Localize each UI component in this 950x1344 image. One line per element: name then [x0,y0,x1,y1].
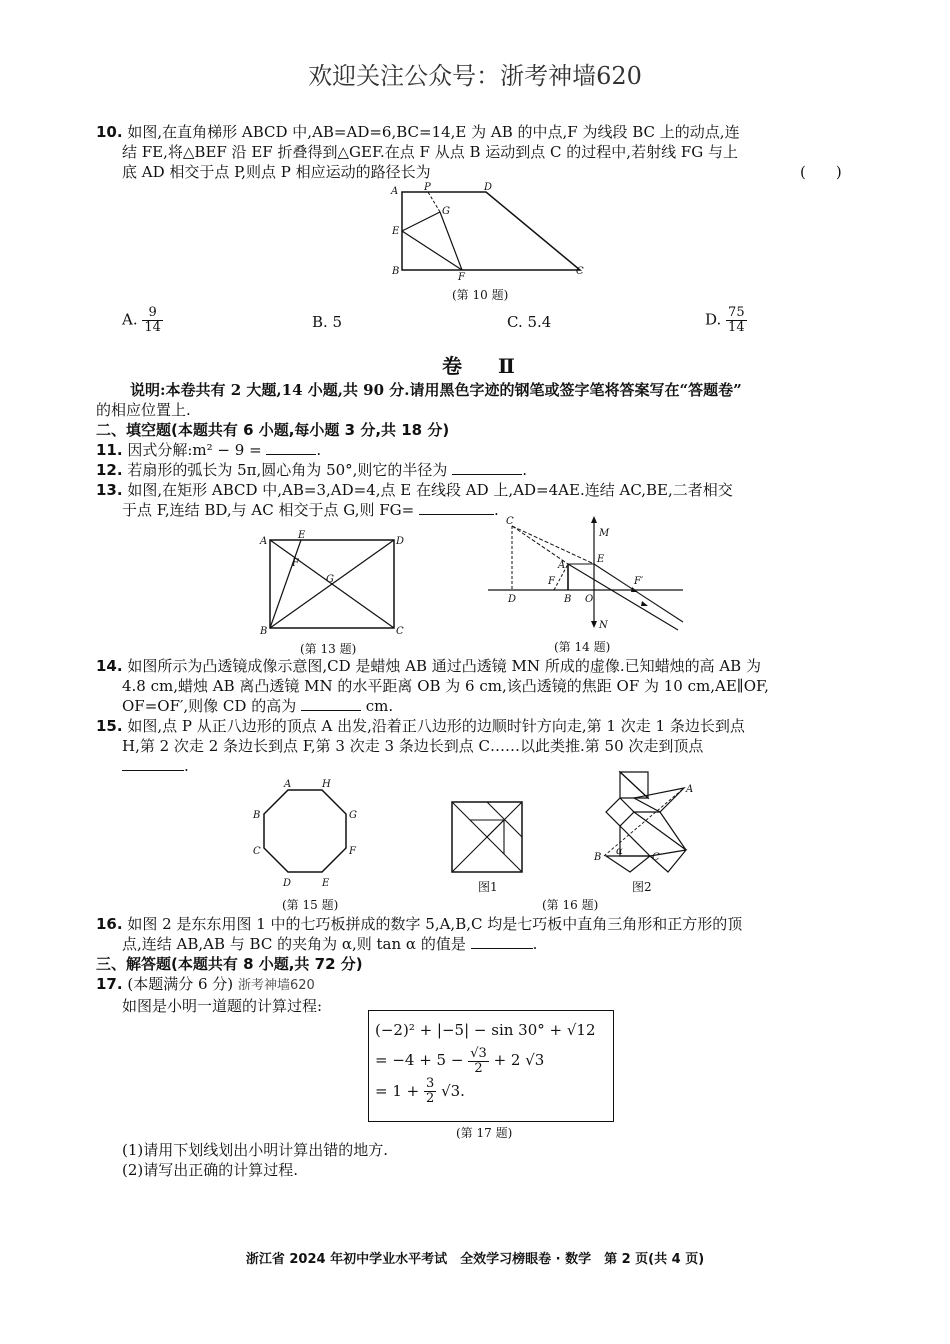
q17-calc-line3 [375,1076,607,1107]
q15-answer-blank[interactable] [122,756,184,771]
q10-label-F: F [458,272,465,283]
q13-caption: (第 13 题) [300,642,357,656]
q17-calc3-fraction [424,1077,436,1106]
part3-heading: 三、解答题(本题共有 8 小题,共 72 分) [96,955,363,973]
q17-calc2-den: 2 [474,1060,483,1076]
part2-heading: 二、填空题(本题共有 6 小题,每小题 3 分,共 18 分) [96,421,450,439]
q10-option-d-num: 75 [728,305,745,320]
page-footer: 浙江省 2024 年初中学业水平考试 全效学习榜眼卷 · 数学 第 2 页(共 4 页) [245,1252,705,1267]
q14-number: 14. [96,657,123,675]
q14-label-A: A [558,560,566,571]
q13-text2: 于点 F,连结 BD,与 AC 相交于点 G,则 FG= [122,501,415,519]
q16-label-alpha: α [616,846,623,857]
section-note-line1: 说明:本卷共有 2 大题,14 小题,共 90 分.请用黑色字迹的钢笔或签字笔将答案写在“答题卷” [130,381,742,399]
q15-line1 [96,716,745,737]
q10-option-a-fraction [142,306,163,335]
q10-figure [388,182,598,286]
q13-label-F: F [292,558,299,569]
q10-option-d-label: D. [705,310,722,329]
q13-label-D: D [396,536,405,547]
q17-heading [96,974,315,996]
q11 [96,440,321,461]
q15-label-F: F [349,846,356,857]
q15-figure [250,778,360,897]
q10-label-G: G [442,206,450,217]
q16-fig2-label: 图2 [632,880,652,894]
q14-line1 [96,656,761,677]
q17-calc3-den: 2 [426,1091,435,1106]
section-note-line2: 的相应位置上. [96,401,191,419]
q13-line2 [122,500,499,521]
q14-line2: 4.8 cm,蜡烛 AB 离凸透镜 MN 的水平距离 OB 为 6 cm,该凸透镜的焦距 OF 为 10 cm,AE∥OF, [122,677,769,695]
q17-calc-line2 [375,1045,607,1076]
q15-line3 [122,756,189,777]
q10-label-C: C [576,266,584,277]
q13-label-E: E [298,530,306,541]
q13-label-C: C [396,626,404,637]
q10-option-a-num: 9 [142,306,163,321]
q10-option-c: C. 5.4 [507,313,552,331]
q13-line1 [96,480,733,501]
q10-option-a [122,306,163,335]
q12 [96,460,527,481]
q11-text: 因式分解:m² − 9 = [127,441,262,459]
q10-option-a-den: 14 [144,320,161,335]
q16-caption: (第 16 题) [542,898,599,912]
q14-label-F: F [548,576,555,587]
q10-label-A: A [391,186,399,197]
q10-option-d-den: 14 [728,320,745,335]
watermark-banner: 欢迎关注公众号：浙考神墙620 [308,62,642,90]
q17-calc3-num: 3 [426,1076,435,1091]
q14-figure [488,512,688,641]
q10-number: 10. [96,123,123,141]
q12-text: 若扇形的弧长为 5π,圆心角为 50°,则它的半径为 [127,461,448,479]
q17-sub2: (2)请写出正确的计算过程. [122,1161,299,1179]
q10-option-b: B. 5 [312,313,343,331]
q17-points: (本题满分 6 分) [127,975,234,993]
q10-label-D: D [484,182,493,193]
q10-answer-paren: ( ) [800,163,842,181]
q14-label-N: N [599,620,608,631]
q11-answer-blank[interactable] [266,440,316,455]
q13-number: 13. [96,481,123,499]
q15-label-B: B [253,810,261,821]
q14-label-C: C [506,516,514,527]
q16-number: 16. [96,915,123,933]
q14-text3: OF=OF′,则像 CD 的高为 [122,697,297,715]
q16-figure2 [590,768,700,887]
q17-calculation-box [368,1010,614,1122]
q10-label-B: B [392,266,400,277]
q16-end: . [532,935,538,953]
q17-intro: 如图是小明一道题的计算过程: [122,997,323,1015]
q12-number: 12. [96,461,123,479]
q14-label-D: D [508,594,517,605]
q17-calc2-num: √3 [470,1045,487,1061]
q15-line2: H,第 2 次走 2 条边长到点 F,第 3 次走 3 条边长到点 C……以此类推.第 50 次走到顶点 [122,737,704,755]
q13-answer-blank[interactable] [419,500,494,515]
q14-label-Fprime: F′ [634,576,644,587]
q17-calc2-part-a: = −4 + 5 − [375,1051,464,1069]
q14-label-M: M [599,528,610,539]
q10-label-E: E [392,226,400,237]
section-title: 卷 Ⅱ [442,354,523,378]
q16-label-A: A [686,784,694,795]
q13-text1: 如图,在矩形 ABCD 中,AB=3,AD=4,点 E 在线段 AD 上,AD=4AE.连结 AC,BE,二者相交 [127,481,733,499]
q10-line2: 结 FE,将△BEF 沿 EF 折叠得到△GEF.在点 F 从点 B 运动到点 C 的过程中,若射线 FG 与上 [122,143,738,161]
q15-end: . [184,757,189,775]
q15-caption: (第 15 题) [282,898,339,912]
q13-label-A: A [260,536,268,547]
q16-text1: 如图 2 是东东用图 1 中的七巧板拼成的数字 5,A,B,C 均是七巧板中直角三角形和正方形的顶 [127,915,743,933]
q14-text1: 如图所示为凸透镜成像示意图,CD 是蜡烛 AB 通过凸透镜 MN 所成的虚像.已知蜡烛的高 AB 为 [127,657,761,675]
q14-line3 [122,696,393,717]
q15-label-A: A [284,779,292,790]
q15-label-H: H [322,779,331,790]
q15-label-D: D [283,878,292,889]
q16-answer-blank[interactable] [471,934,533,949]
q13-end: . [494,501,499,519]
q10-option-d-fraction [726,306,747,335]
q17-stamp: 浙考神墙620 [237,978,315,993]
q17-calc3-part-b: √3. [441,1081,465,1100]
q16-line1 [96,914,742,935]
q15-text1: 如图,点 P 从正八边形的顶点 A 出发,沿着正八边形的边顺时针方向走,第 1 次走 1 条边长到点 [127,717,745,735]
q17-calc-line1: (−2)² + |−5| − sin 30° + √12 [375,1021,596,1039]
q14-label-O: O [585,594,594,605]
q14-answer-blank[interactable] [301,696,361,711]
q15-label-C: C [253,846,261,857]
q15-label-E: E [322,878,330,889]
q17-calc3-part-a: = 1 + [375,1081,420,1100]
q16-line2 [122,934,537,955]
q17-caption: (第 17 题) [456,1126,513,1140]
q17-sub1: (1)请用下划线划出小明计算出错的地方. [122,1141,389,1159]
q16-figure1 [450,800,525,879]
q12-end: . [522,461,527,479]
q13-label-B: B [260,626,268,637]
q16-fig1-label: 图1 [478,880,498,894]
q13-label-G: G [326,574,334,585]
q17-number: 17. [96,975,123,993]
q11-end: . [316,441,322,459]
q15-number: 15. [96,717,123,735]
q10-caption: (第 10 题) [452,288,509,302]
q12-answer-blank[interactable] [452,460,522,475]
q13-figure [258,532,408,641]
q10-line3: 底 AD 相交于点 P,则点 P 相应运动的路径长为 [122,163,431,181]
q14-label-E: E [597,554,605,565]
q16-label-B: B [594,852,602,863]
q10-option-a-label: A. [122,310,138,329]
q14-caption: (第 14 题) [554,640,611,654]
q10-option-d [705,306,747,335]
q11-number: 11. [96,441,123,459]
q16-text2: 点,连结 AB,AB 与 BC 的夹角为 α,则 tan α 的值是 [122,935,466,953]
q10-label-P: P [424,182,431,193]
q16-label-C: C [652,852,660,863]
q10-line1 [96,122,740,143]
q10-text1: 如图,在直角梯形 ABCD 中,AB=AD=6,BC=14,E 为 AB 的中点,F 为线段 BC 上的动点,连 [127,123,740,141]
q14-label-B: B [564,594,572,605]
q15-label-G: G [349,810,357,821]
q17-calc2-fraction [468,1047,489,1076]
q14-unit: cm. [365,697,394,715]
q17-calc2-part-b: + 2 √3 [493,1051,545,1069]
